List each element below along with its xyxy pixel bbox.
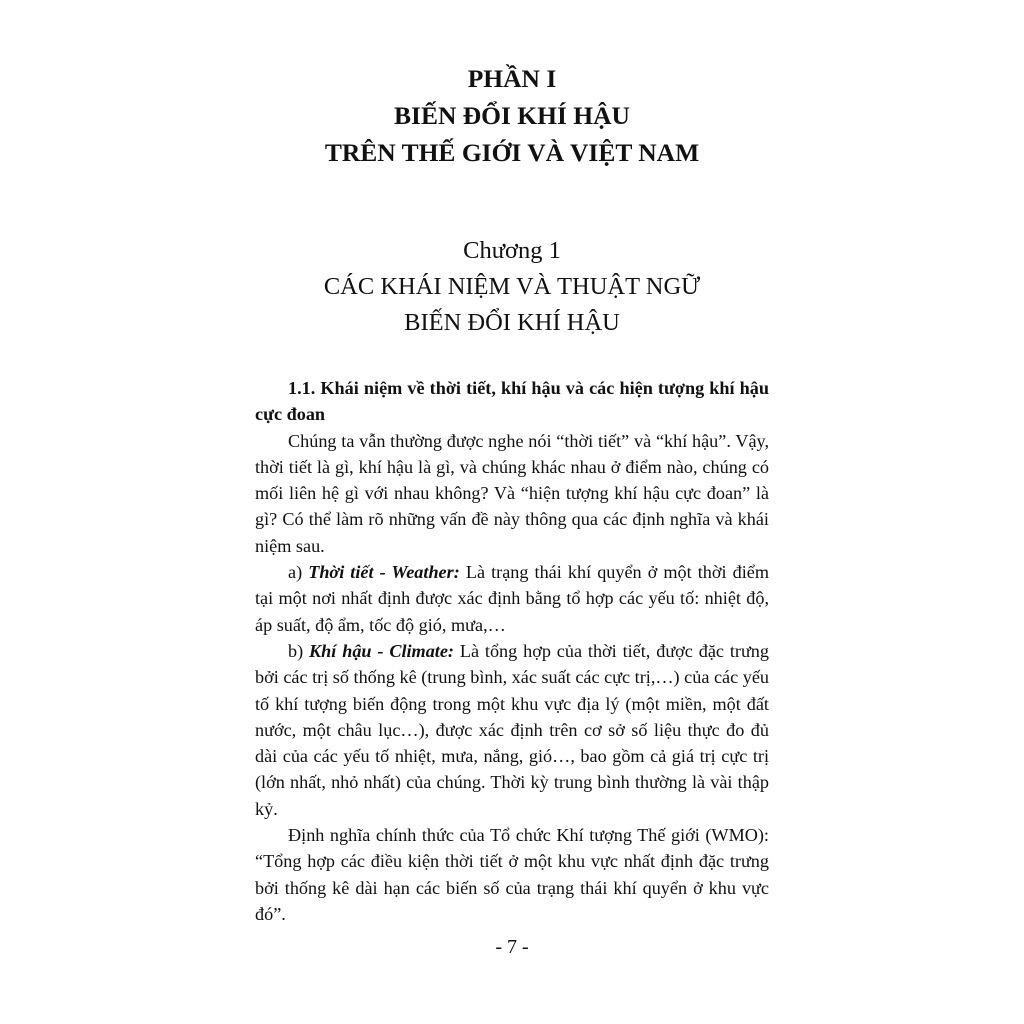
paragraph-weather xyxy=(255,559,769,638)
weather-prefix: a) xyxy=(288,562,309,583)
weather-definition: Là trạng thái khí quyển ở một thời điểm tại một nơi nhất định được xác định bằng tổ hợp các yếu tố: nhiệt độ, áp suất, độ ẩm, tốc độ gió, mưa,… xyxy=(255,562,770,635)
page-number: - 7 - xyxy=(495,936,529,958)
chapter-title-line-1: CÁC KHÁI NIỆM VÀ THUẬT NGỮ xyxy=(323,273,701,300)
body-text xyxy=(255,375,769,927)
paragraph-intro: Chúng ta vẫn thường được nghe nói “thời tiết” và “khí hậu”. Vậy, thời tiết là gì, khí hậu là gì, và chúng khác nhau ở điểm nào, chúng có mối liên hệ gì với nhau không? Và “hiện tượng khí hậu cực đoan” là gì? Có thể làm rõ những vấn đề này thông qua các định nghĩa và khái niệm sau. xyxy=(255,430,769,556)
chapter-title-line-2: BIẾN ĐỔI KHÍ HẬU xyxy=(404,309,620,336)
climate-term: Khí hậu - Climate: xyxy=(309,640,454,661)
paragraph-wmo-definition: Định nghĩa chính thức của Tổ chức Khí tượng Thế giới (WMO): “Tổng hợp các điều kiện thời tiết ở một khu vực nhất định đặc trưng bởi thống kê dài hạn các biến số của trạng thái khí quyển ở khu vực đó”. xyxy=(255,825,769,924)
part-label: PHẦN I xyxy=(467,64,557,93)
weather-term: Thời tiết - Weather: xyxy=(308,562,460,583)
chapter-label: Chương 1 xyxy=(463,237,561,264)
climate-prefix: b) xyxy=(288,640,310,661)
part-title-line-1: BIẾN ĐỔI KHÍ HẬU xyxy=(394,101,630,130)
chapter-heading xyxy=(0,233,1024,341)
part-heading xyxy=(0,60,1024,171)
paragraph-climate xyxy=(255,638,769,822)
part-title-line-2: TRÊN THẾ GIỚI VÀ VIỆT NAM xyxy=(324,138,700,167)
section-heading: 1.1. Khái niệm về thời tiết, khí hậu và các hiện tượng khí hậu cực đoan xyxy=(255,378,769,425)
climate-definition: Là tổng hợp của thời tiết, được đặc trưng bởi các trị số thống kê (trung bình, xác suất các cực trị,…) của các yếu tố khí tượng biến động trong một khu vực địa lý (một miền, một đất nước, một châu lục…), được xác định trên cơ sở số liệu thực đo đủ dài của các yếu tố nhiệt, mưa, nắng, gió…, bao gồm cả giá trị cực trị (lớn nhất, nhỏ nhất) của chúng. Thời kỳ trung bình thường là vài thập kỷ. xyxy=(255,640,769,819)
